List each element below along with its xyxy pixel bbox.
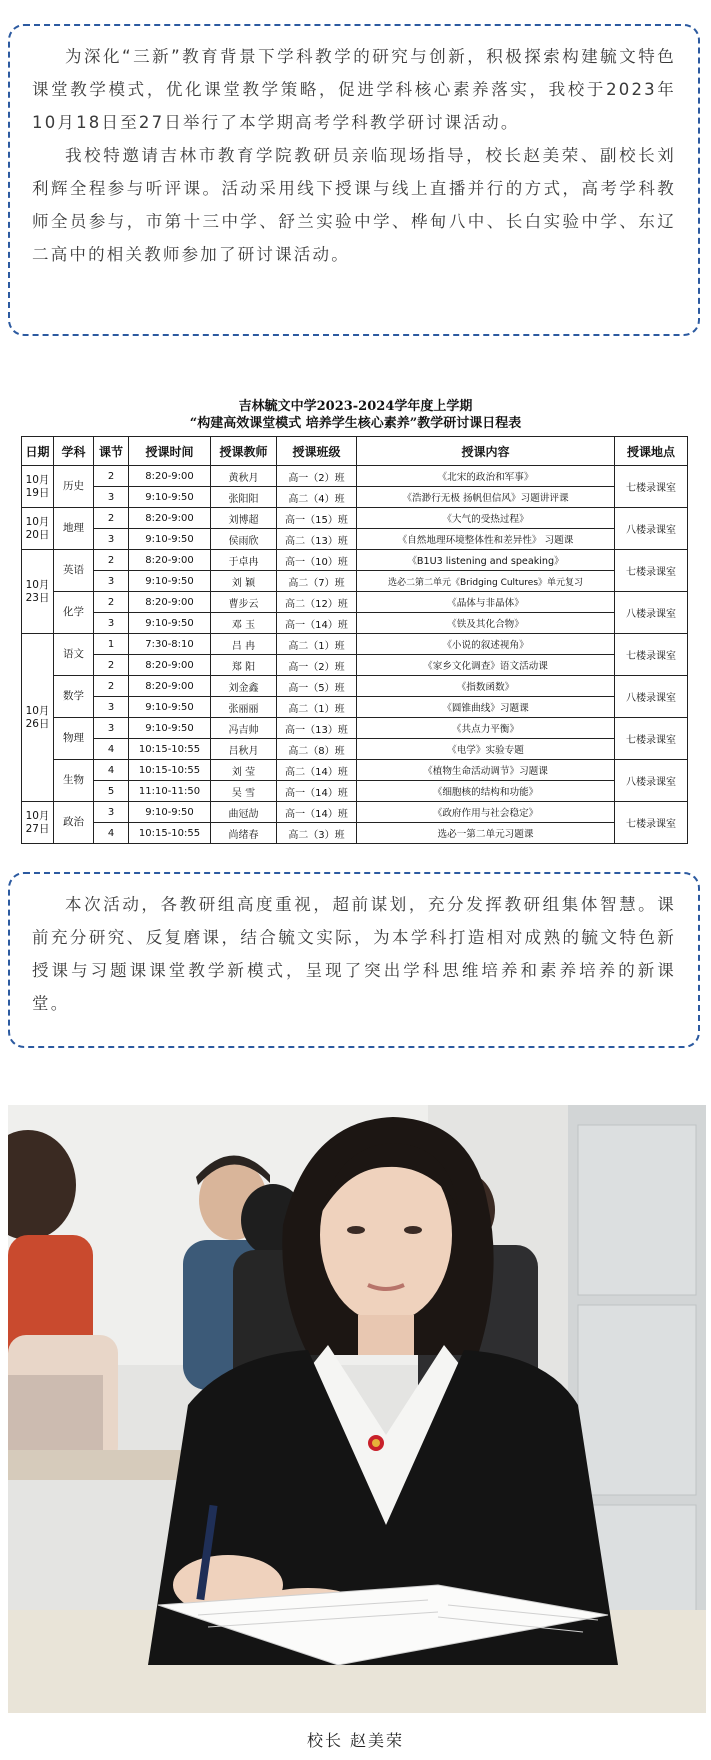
time-cell: 8:20-9:00 (129, 508, 211, 529)
time-cell: 11:10-11:50 (129, 781, 211, 802)
content-cell: 选必二第二单元《Bridging Cultures》单元复习 (357, 571, 615, 592)
subject-cell: 生物 (54, 760, 94, 802)
location-cell: 八楼录课室 (615, 508, 688, 550)
period-cell: 2 (94, 466, 129, 487)
table-row (22, 634, 688, 655)
subject-cell: 政治 (54, 802, 94, 844)
teacher-cell: 冯吉帅 (211, 718, 277, 739)
class-cell: 高一（14）班 (277, 781, 357, 802)
class-cell: 高一（14）班 (277, 613, 357, 634)
summary-box (8, 872, 700, 1048)
schedule-title-line2: “构建高效课堂模式 培养学生核心素养”教学研讨课日程表 (189, 416, 522, 431)
teacher-cell: 刘 颖 (211, 571, 277, 592)
content-cell: 《家乡文化调查》语文活动课 (357, 655, 615, 676)
intro-paragraph-1: 为深化“三新”教育背景下学科教学的研究与创新，积极探索构建毓文特色课堂教学模式，优化课堂教学策略，促进学科核心素养落实，我校于2023年10月18日至27日举行了本学期高考学科教学研讨课活动。 (32, 47, 676, 132)
content-cell: 《大气的受热过程》 (357, 508, 615, 529)
table-row (22, 676, 688, 697)
teacher-cell: 吴 雪 (211, 781, 277, 802)
time-cell: 9:10-9:50 (129, 697, 211, 718)
content-cell: 《小说的叙述视角》 (357, 634, 615, 655)
content-cell: 《共点力平衡》 (357, 718, 615, 739)
subject-cell: 英语 (54, 550, 94, 592)
content-cell: 《政府作用与社会稳定》 (357, 802, 615, 823)
table-row (22, 508, 688, 529)
time-cell: 8:20-9:00 (129, 592, 211, 613)
class-cell: 高二（7）班 (277, 571, 357, 592)
time-cell: 9:10-9:50 (129, 802, 211, 823)
period-cell: 1 (94, 634, 129, 655)
date-cell: 10月20日 (22, 508, 54, 550)
table-row (22, 613, 688, 634)
table-row (22, 760, 688, 781)
date-cell: 10月26日 (22, 634, 54, 802)
period-cell: 4 (94, 760, 129, 781)
subject-cell: 数学 (54, 676, 94, 718)
content-cell: 《北宋的政治和军事》 (357, 466, 615, 487)
time-cell: 8:20-9:00 (129, 655, 211, 676)
schedule-title-line1: 吉林毓文中学2023-2024学年度上学期 (238, 399, 473, 414)
time-cell: 9:10-9:50 (129, 487, 211, 508)
period-cell: 2 (94, 676, 129, 697)
time-cell: 8:20-9:00 (129, 466, 211, 487)
time-cell: 9:10-9:50 (129, 613, 211, 634)
class-cell: 高二（12）班 (277, 592, 357, 613)
period-cell: 5 (94, 781, 129, 802)
table-row (22, 550, 688, 571)
period-cell: 4 (94, 823, 129, 844)
teacher-cell: 尚绪春 (211, 823, 277, 844)
intro-box (8, 24, 700, 336)
period-cell: 2 (94, 508, 129, 529)
table-row (22, 697, 688, 718)
teacher-cell: 吕 冉 (211, 634, 277, 655)
table-row (22, 529, 688, 550)
time-cell: 10:15-10:55 (129, 760, 211, 781)
location-cell: 七楼录课室 (615, 802, 688, 844)
teacher-cell: 张丽丽 (211, 697, 277, 718)
content-cell: 《细胞核的结构和功能》 (357, 781, 615, 802)
period-cell: 3 (94, 487, 129, 508)
table-row (22, 592, 688, 613)
table-row (22, 823, 688, 844)
date-cell: 10月19日 (22, 466, 54, 508)
header-teacher: 授课教师 (211, 437, 277, 466)
table-row (22, 739, 688, 760)
date-cell: 10月23日 (22, 550, 54, 634)
content-cell: 《指数函数》 (357, 676, 615, 697)
period-cell: 3 (94, 529, 129, 550)
class-cell: 高一（10）班 (277, 550, 357, 571)
period-cell: 2 (94, 550, 129, 571)
class-cell: 高二（13）班 (277, 529, 357, 550)
class-cell: 高一（14）班 (277, 802, 357, 823)
subject-cell: 地理 (54, 508, 94, 550)
period-cell: 2 (94, 592, 129, 613)
principal-photo (8, 1105, 706, 1713)
content-cell: 《圆锥曲线》习题课 (357, 697, 615, 718)
class-cell: 高二（14）班 (277, 760, 357, 781)
time-cell: 8:20-9:00 (129, 550, 211, 571)
teacher-cell: 刘金鑫 (211, 676, 277, 697)
content-cell: 《浩渺行无极 扬帆但信风》习题讲评课 (357, 487, 615, 508)
period-cell: 3 (94, 697, 129, 718)
class-cell: 高一（2）班 (277, 655, 357, 676)
subject-cell: 化学 (54, 592, 94, 634)
table-row (22, 718, 688, 739)
table-row (22, 571, 688, 592)
schedule-table (21, 436, 688, 844)
location-cell: 七楼录课室 (615, 550, 688, 592)
teacher-cell: 曲冠劼 (211, 802, 277, 823)
class-cell: 高二（1）班 (277, 634, 357, 655)
teacher-cell: 张阳阳 (211, 487, 277, 508)
location-cell: 八楼录课室 (615, 760, 688, 802)
teacher-cell: 刘博超 (211, 508, 277, 529)
teacher-cell: 曹步云 (211, 592, 277, 613)
intro-paragraph-2: 我校特邀请吉林市教育学院教研员亲临现场指导，校长赵美荣、副校长刘利辉全程参与听评课。活动采用线下授课与线上直播并行的方式，高考学科教师全员参与，市第十三中学、舒兰实验中学、桦甸八中、长白实验中学、东辽二高中的相关教师参加了研讨课活动。 (32, 146, 676, 264)
period-cell: 3 (94, 613, 129, 634)
content-cell: 《电学》实验专题 (357, 739, 615, 760)
class-cell: 高二（3）班 (277, 823, 357, 844)
content-cell: 《自然地理环境整体性和差异性》 习题课 (357, 529, 615, 550)
location-cell: 八楼录课室 (615, 592, 688, 634)
subject-cell: 语文 (54, 634, 94, 676)
date-cell: 10月27日 (22, 802, 54, 844)
header-subject: 学科 (54, 437, 94, 466)
teacher-cell: 于卓冉 (211, 550, 277, 571)
location-cell: 七楼录课室 (615, 718, 688, 760)
table-row (22, 487, 688, 508)
header-time: 授课时间 (129, 437, 211, 466)
content-cell: 《植物生命活动调节》习题课 (357, 760, 615, 781)
class-cell: 高一（2）班 (277, 466, 357, 487)
table-header-row (22, 437, 688, 466)
location-cell: 八楼录课室 (615, 676, 688, 718)
table-row (22, 781, 688, 802)
class-cell: 高一（13）班 (277, 718, 357, 739)
time-cell: 9:10-9:50 (129, 571, 211, 592)
header-location: 授课地点 (615, 437, 688, 466)
location-cell: 七楼录课室 (615, 466, 688, 508)
time-cell: 9:10-9:50 (129, 529, 211, 550)
period-cell: 3 (94, 802, 129, 823)
content-cell: 选必一第二单元习题课 (357, 823, 615, 844)
time-cell: 10:15-10:55 (129, 823, 211, 844)
time-cell: 9:10-9:50 (129, 718, 211, 739)
time-cell: 10:15-10:55 (129, 739, 211, 760)
location-cell: 七楼录课室 (615, 634, 688, 676)
header-period: 课节 (94, 437, 129, 466)
class-cell: 高一（15）班 (277, 508, 357, 529)
teacher-cell: 刘 莹 (211, 760, 277, 781)
header-class: 授课班级 (277, 437, 357, 466)
period-cell: 4 (94, 739, 129, 760)
class-cell: 高一（5）班 (277, 676, 357, 697)
photo-caption: 校长 赵美荣 (306, 1731, 405, 1750)
table-row (22, 466, 688, 487)
content-cell: 《晶体与非晶体》 (357, 592, 615, 613)
period-cell: 3 (94, 571, 129, 592)
class-cell: 高二（1）班 (277, 697, 357, 718)
table-row (22, 655, 688, 676)
period-cell: 3 (94, 718, 129, 739)
table-row (22, 802, 688, 823)
summary-paragraph: 本次活动，各教研组高度重视，超前谋划，充分发挥教研组集体智慧。课前充分研究、反复磨课，结合毓文实际，为本学科打造相对成熟的毓文特色新授课与习题课课堂教学新模式，呈现了突出学科思维培养和素养培养的新课堂。 (32, 895, 676, 1013)
content-cell: 《B1U3 listening and speaking》 (357, 550, 615, 571)
time-cell: 8:20-9:00 (129, 676, 211, 697)
teacher-cell: 邓 玉 (211, 613, 277, 634)
class-cell: 高二（4）班 (277, 487, 357, 508)
subject-cell: 历史 (54, 466, 94, 508)
header-content: 授课内容 (357, 437, 615, 466)
header-date: 日期 (22, 437, 54, 466)
teacher-cell: 黄秋月 (211, 466, 277, 487)
teacher-cell: 侯雨欣 (211, 529, 277, 550)
teacher-cell: 郑 阳 (211, 655, 277, 676)
time-cell: 7:30-8:10 (129, 634, 211, 655)
teacher-cell: 吕秋月 (211, 739, 277, 760)
subject-cell: 物理 (54, 718, 94, 760)
content-cell: 《铁及其化合物》 (357, 613, 615, 634)
class-cell: 高二（8）班 (277, 739, 357, 760)
period-cell: 2 (94, 655, 129, 676)
